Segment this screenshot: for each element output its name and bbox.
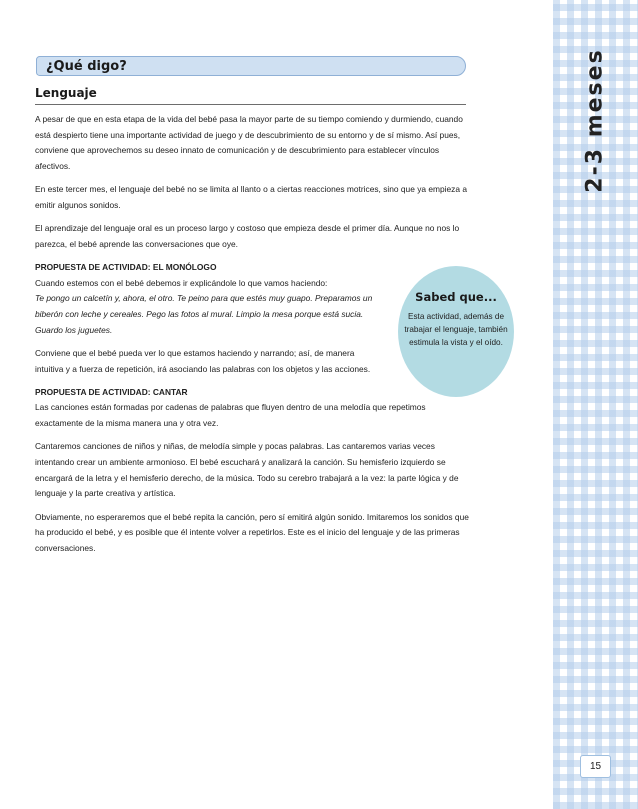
paragraph-third-month: En este tercer mes, el lenguaje del bebé no se limita al llanto o a ciertas reacciones motrices, sino que ya empieza a emitir algunos sonidos. <box>35 184 468 210</box>
page-title: ¿Qué digo? <box>46 58 127 74</box>
section-heading: Lenguaje <box>35 86 97 100</box>
callout-text: Esta actividad, además de trabajar el lenguaje, también estimula la vista y el oído. <box>404 312 508 347</box>
activity-monologue-example <box>35 291 380 338</box>
sabed-que-callout <box>398 266 514 397</box>
age-range-label <box>577 47 613 193</box>
title-bar <box>36 56 466 76</box>
activity-monologue-heading: PROPUESTA DE ACTIVIDAD: EL MONÓLOGO <box>35 262 217 273</box>
page-number: 15 <box>580 755 611 778</box>
activity-monologue-intro: Cuando estemos con el bebé debemos ir explicándole lo que vamos haciendo: <box>35 277 328 288</box>
paragraph-oral-learning: El aprendizaje del lenguaje oral es un proceso largo y costoso que empieza desde el primer día. Aunque no nos lo parezca, el bebé aprende las conversaciones que oye. <box>35 223 460 249</box>
activity-monologue <box>35 260 380 377</box>
activity-sing-p1: Las canciones están formadas por cadenas de palabras que fluyen dentro de una melodía que repetimos exactamente de la misma manera una y otra vez. <box>35 402 426 429</box>
activity-sing <box>35 385 475 557</box>
age-range-text: 2-3 meses <box>582 47 608 193</box>
paragraph-intro: A pesar de que en esta etapa de la vida del bebé pasa la mayor parte de su tiempo comiendo y durmiendo, cuando está despierto tiene una importante actividad de juego y de descubrimiento de su entorno y de sí mismo. Así pues, conviene que aprovechemos su deseo innato de comunicación y de descubrimiento para establecer vínculos afectivos. <box>35 114 463 171</box>
activity-sing-p3: Obviamente, no esperaremos que el bebé repita la canción, pero sí emitirá algún sonido. Imitaremos los sonidos que ha producido el bebé, y es posible que él intente volver a repetirlos. Este es el inicio del lenguaje y de las primeras conversaciones. <box>35 511 469 553</box>
activity-monologue-text: Conviene que el bebé pueda ver lo que estamos haciendo y narrando; así, de manera intuitiva y a fuerza de repetición, irá asociando las palabras con los objetos y las acciones. <box>35 347 371 374</box>
activity-monologue-example-text: Te pongo un calcetín y, ahora, el otro. Te peino para que estés muy guapo. Preparamos un biberón con leche y cereales. Pego las fotos al mural. Limpio la mesa porque está sucia. Guardo los juguetes. <box>35 293 373 335</box>
callout-title: Sabed que... <box>415 290 497 304</box>
heading-divider <box>35 104 466 105</box>
activity-sing-heading: PROPUESTA DE ACTIVIDAD: CANTAR <box>35 386 188 397</box>
activity-sing-p2: Cantaremos canciones de niños y niñas, de melodía simple y pocas palabras. Las cantaremos varias veces intentando crear un ambiente armonioso. El bebé escuchará y analizará la canción. Su hemisferio izquierdo se encargará de la letra y el hemisferio derecho, de la música. Todo su cerebro trabajará a la vez: la parte lógica y de lenguaje y la parte creativa y artística. <box>35 441 459 499</box>
